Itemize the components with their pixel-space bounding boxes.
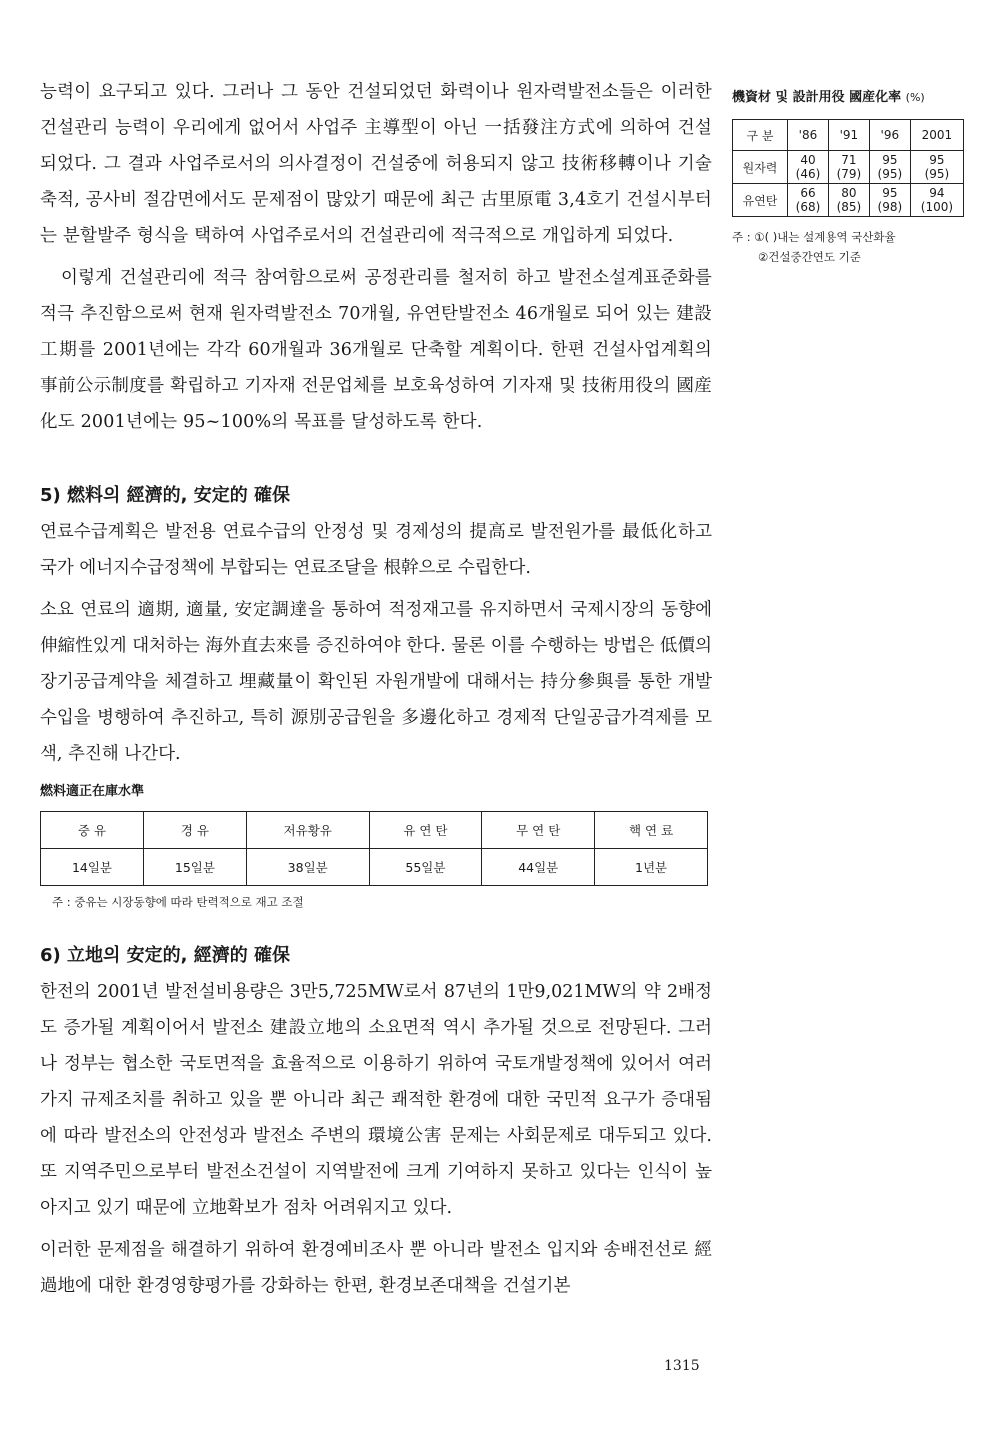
row-label: 유연탄 bbox=[733, 184, 788, 217]
localization-table bbox=[732, 119, 964, 217]
localization-table-header bbox=[733, 120, 964, 151]
intro-paragraph-1: 능력이 요구되고 있다. 그러나 그 동안 건설되었던 화력이나 원자력발전소들은 이러한 건설관리 능력이 우리에게 없어서 사업주 主導型이 아닌 一括發注方式에 의하여 건설되었다. 그 결과 사업주로서의 의사결정이 건설중에 허용되지 않고 技術移轉이나 기술축적, 공사비 절감면에서도 문제점이 많았기 때문에 최근 古里原電 3,4호기 건설시부터는 분할발주 형식을 택하여 사업주로서의 건설관리에 적극적으로 개입하게 되었다. bbox=[40, 82, 712, 246]
table-cell: 55일분 bbox=[369, 849, 482, 886]
header-cell: '91 bbox=[828, 120, 869, 151]
section-5-paragraph-1: 연료수급계획은 발전용 연료수급의 안정성 및 경제성의 提高로 발전원가를 最低化하고 국가 에너지수급정책에 부합되는 연료조달을 根幹으로 수립한다. bbox=[40, 522, 712, 578]
table-row bbox=[733, 184, 964, 217]
section-5-paragraph-2: 소요 연료의 適期, 適量, 安定調達을 통하여 적정재고를 유지하면서 국제시장의 동향에 伸縮性있게 대처하는 海外直去來를 증진하여야 한다. 물론 이를 수행하는 방법은 低價의 장기공급계약을 체결하고 埋藏量이 확인된 자원개발에 대해서는 持分參與를 통한 개발수입을 병행하여 추진하고, 특히 源別공급원을 多邊化하고 경제적 단일공급가격제를 모색, 추진해 나간다. bbox=[40, 600, 712, 764]
fuel-inventory-section bbox=[40, 780, 708, 910]
header-cell: 2001 bbox=[910, 120, 963, 151]
section-6-heading: 6) 立地의 安定的, 經濟的 確保 bbox=[40, 945, 291, 966]
table-cell: 44일분 bbox=[482, 849, 595, 886]
header-cell: 경 유 bbox=[143, 812, 246, 849]
fuel-table-title: 燃料適正在庫水準 bbox=[40, 784, 145, 799]
table-cell: 14일분 bbox=[41, 849, 144, 886]
header-cell: 구 분 bbox=[733, 120, 788, 151]
table-cell: 95 (98) bbox=[869, 184, 910, 217]
header-cell: 유 연 탄 bbox=[369, 812, 482, 849]
fuel-table-note: 주 : 중유는 시장동향에 따라 탄력적으로 재고 조절 bbox=[52, 895, 304, 909]
localization-rate-sidebar bbox=[732, 86, 968, 267]
header-cell: 저유황유 bbox=[246, 812, 369, 849]
note-2: ②건설중간연도 기준 bbox=[758, 250, 861, 264]
table-cell: 95 (95) bbox=[869, 151, 910, 184]
table-cell: 80 (85) bbox=[828, 184, 869, 217]
table-row bbox=[733, 151, 964, 184]
localization-notes bbox=[732, 227, 968, 267]
table-cell: 40 (46) bbox=[788, 151, 829, 184]
intro-text bbox=[40, 74, 712, 440]
table-row bbox=[41, 849, 708, 886]
header-cell: 핵 연 료 bbox=[595, 812, 708, 849]
table-cell: 15일분 bbox=[143, 849, 246, 886]
header-cell: '86 bbox=[788, 120, 829, 151]
table-cell: 66 (68) bbox=[788, 184, 829, 217]
section-5-heading: 5) 燃料의 經濟的, 安定的 確保 bbox=[40, 485, 291, 506]
fuel-table-header bbox=[41, 812, 708, 849]
localization-table-unit: (%) bbox=[905, 91, 925, 104]
header-cell: 중 유 bbox=[41, 812, 144, 849]
header-cell: '96 bbox=[869, 120, 910, 151]
section-6-paragraph-1: 한전의 2001년 발전설비용량은 3만5,725MW로서 87년의 1만9,021MW의 약 2배정도 증가될 계획이어서 발전소 建設立地의 소요면적 역시 추가될 것으로 전망된다. 그러나 정부는 협소한 국토면적을 효율적으로 이용하기 위하여 국토개발정책에 있어서 여러가지 규제조치를 취하고 있을 뿐 아니라 최근 쾌적한 환경에 대한 국민적 요구가 증대됨에 따라 발전소의 안전성과 발전소 주변의 環境公害 문제는 사회문제로 대두되고 있다. 또 지역주민으로부터 발전소건설이 지역발전에 크게 기여하지 못하고 있다는 인식이 높아지고 있기 때문에 立地확보가 점차 어려워지고 있다. bbox=[40, 982, 712, 1218]
page-number: 1315 bbox=[664, 1358, 700, 1374]
table-cell: 94 (100) bbox=[910, 184, 963, 217]
table-cell: 1년분 bbox=[595, 849, 708, 886]
intro-paragraph-2: 이렇게 건설관리에 적극 참여함으로써 공정관리를 철저히 하고 발전소설계표준화를 적극 추진함으로써 현재 원자력발전소 70개월, 유연탄발전소 46개월로 되어 있는 建設工期를 2001년에는 각각 60개월과 36개월로 단축할 계획이다. 한편 건설사업계획의 事前公示制度를 확립하고 기자재 전문업체를 보호육성하여 기자재 및 技術用役의 國産化도 2001년에는 95~100%의 목표를 달성하도록 한다. bbox=[40, 268, 712, 432]
fuel-inventory-table bbox=[40, 811, 708, 886]
localization-table-title: 機資材 및 設計用役 國産化率 (%) bbox=[732, 90, 925, 105]
table-cell: 38일분 bbox=[246, 849, 369, 886]
table-cell: 71 (79) bbox=[828, 151, 869, 184]
table-cell: 95 (95) bbox=[910, 151, 963, 184]
section-5 bbox=[40, 478, 712, 772]
header-cell: 무 연 탄 bbox=[482, 812, 595, 849]
section-6-paragraph-2: 이러한 문제점을 해결하기 위하여 환경예비조사 뿐 아니라 발전소 입지와 송배전선로 經過地에 대한 환경영향평가를 강화하는 한편, 환경보존대책을 건설기본 bbox=[40, 1240, 712, 1296]
row-label: 원자력 bbox=[733, 151, 788, 184]
note-1: 주 : ①( )내는 설계용역 국산화율 bbox=[732, 230, 896, 244]
section-6 bbox=[40, 938, 712, 1304]
